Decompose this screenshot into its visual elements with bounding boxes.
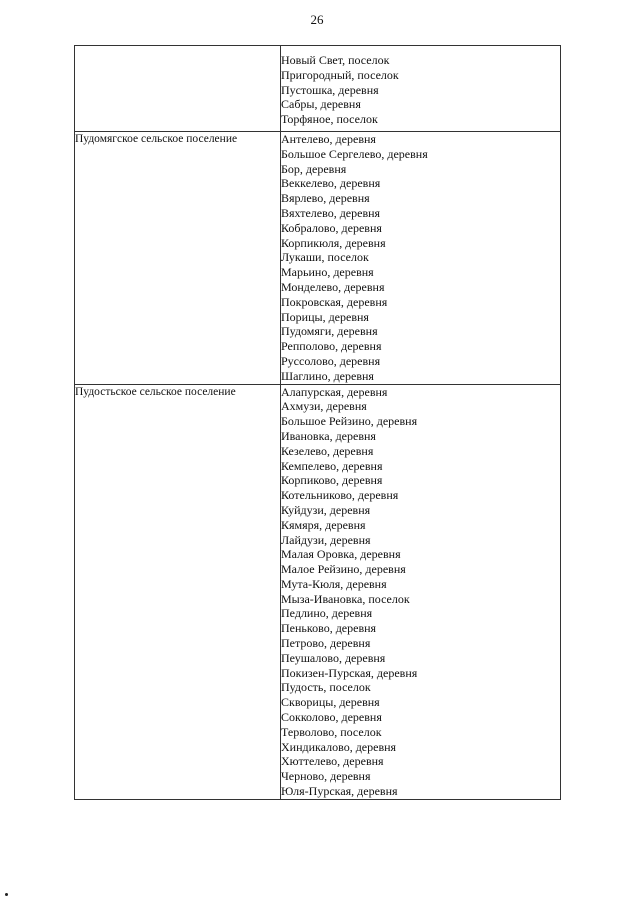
- table-row: [75, 46, 561, 132]
- locality-item: Торфяное, поселок: [281, 112, 378, 127]
- locality-item: Петрово, деревня: [281, 636, 371, 651]
- locality-item: Алапурская, деревня: [281, 384, 388, 399]
- locality-item: Мута-Кюля, деревня: [281, 576, 387, 591]
- locality-item: Хюттелево, деревня: [281, 754, 384, 769]
- locality-item: Корпикюля, деревня: [281, 235, 386, 250]
- locality-item: Ахмузи, деревня: [281, 399, 367, 414]
- locality-item: Сокколово, деревня: [281, 710, 382, 725]
- locality-item: Пригородный, поселок: [281, 67, 399, 82]
- scan-speck: [5, 893, 8, 896]
- locality-item: Терволово, поселок: [281, 724, 382, 739]
- locality-item: Куйдузи, деревня: [281, 502, 371, 517]
- locality-item: Большое Сергелево, деревня: [281, 146, 428, 161]
- settlements-table: [74, 45, 561, 800]
- locality-item: Пудомяги, деревня: [281, 324, 378, 339]
- locality-item: Бор, деревня: [281, 161, 347, 176]
- locality-item: Веккелево, деревня: [281, 176, 381, 191]
- localities-cell: [281, 384, 561, 799]
- localities-list: [281, 53, 560, 127]
- table-row: [75, 384, 561, 799]
- settlement-cell: [75, 46, 281, 132]
- settlement-name: Пудостьское сельское поселение: [75, 385, 236, 398]
- locality-item: Вяхтелево, деревня: [281, 205, 381, 220]
- settlement-cell: [75, 131, 281, 384]
- localities-list: [281, 385, 560, 799]
- locality-item: Порицы, деревня: [281, 309, 369, 324]
- locality-item: Кезелево, деревня: [281, 443, 374, 458]
- locality-item: Сабры, деревня: [281, 97, 361, 112]
- locality-item: Новый Свет, поселок: [281, 53, 390, 67]
- locality-item: Покизен-Пурская, деревня: [281, 665, 418, 680]
- locality-item: Корпиково, деревня: [281, 473, 383, 488]
- locality-item: Марьино, деревня: [281, 265, 374, 280]
- locality-item: Антелево, деревня: [281, 131, 376, 146]
- locality-item: Пеньково, деревня: [281, 621, 377, 636]
- locality-item: Кобралово, деревня: [281, 220, 382, 235]
- locality-item: Большое Рейзино, деревня: [281, 414, 418, 429]
- locality-item: Лайдузи, деревня: [281, 532, 371, 547]
- locality-item: Лукаши, поселок: [281, 250, 369, 265]
- localities-cell: [281, 131, 561, 384]
- locality-item: Пудость, поселок: [281, 680, 371, 695]
- settlement-name: Пудомягское сельское поселение: [75, 132, 238, 145]
- table-row: [75, 131, 561, 384]
- settlement-cell: [75, 384, 281, 799]
- locality-item: Мыза-Ивановка, поселок: [281, 591, 410, 606]
- locality-item: Хиндикалово, деревня: [281, 739, 397, 754]
- locality-item: Руссолово, деревня: [281, 353, 381, 368]
- locality-item: Малая Оровка, деревня: [281, 547, 401, 562]
- locality-item: Шаглино, деревня: [281, 368, 374, 383]
- locality-item: Ивановка, деревня: [281, 428, 376, 443]
- localities-list: [281, 132, 560, 384]
- locality-item: Пеушалово, деревня: [281, 650, 386, 665]
- locality-item: Вярлево, деревня: [281, 191, 370, 206]
- locality-item: Монделево, деревня: [281, 279, 385, 294]
- locality-item: Котельниково, деревня: [281, 488, 399, 503]
- locality-item: Покровская, деревня: [281, 294, 388, 309]
- page-number: 26: [310, 12, 324, 27]
- locality-item: Юля-Пурская, деревня: [281, 784, 398, 799]
- locality-item: Педлино, деревня: [281, 606, 373, 621]
- locality-item: Черново, деревня: [281, 769, 371, 784]
- localities-cell: [281, 46, 561, 132]
- locality-item: Репполово, деревня: [281, 339, 382, 354]
- locality-item: Кемпелево, деревня: [281, 458, 383, 473]
- locality-item: Малое Рейзино, деревня: [281, 562, 406, 577]
- locality-item: Скворицы, деревня: [281, 695, 380, 710]
- locality-item: Кямяря, деревня: [281, 517, 366, 532]
- locality-item: Пустошка, деревня: [281, 82, 379, 97]
